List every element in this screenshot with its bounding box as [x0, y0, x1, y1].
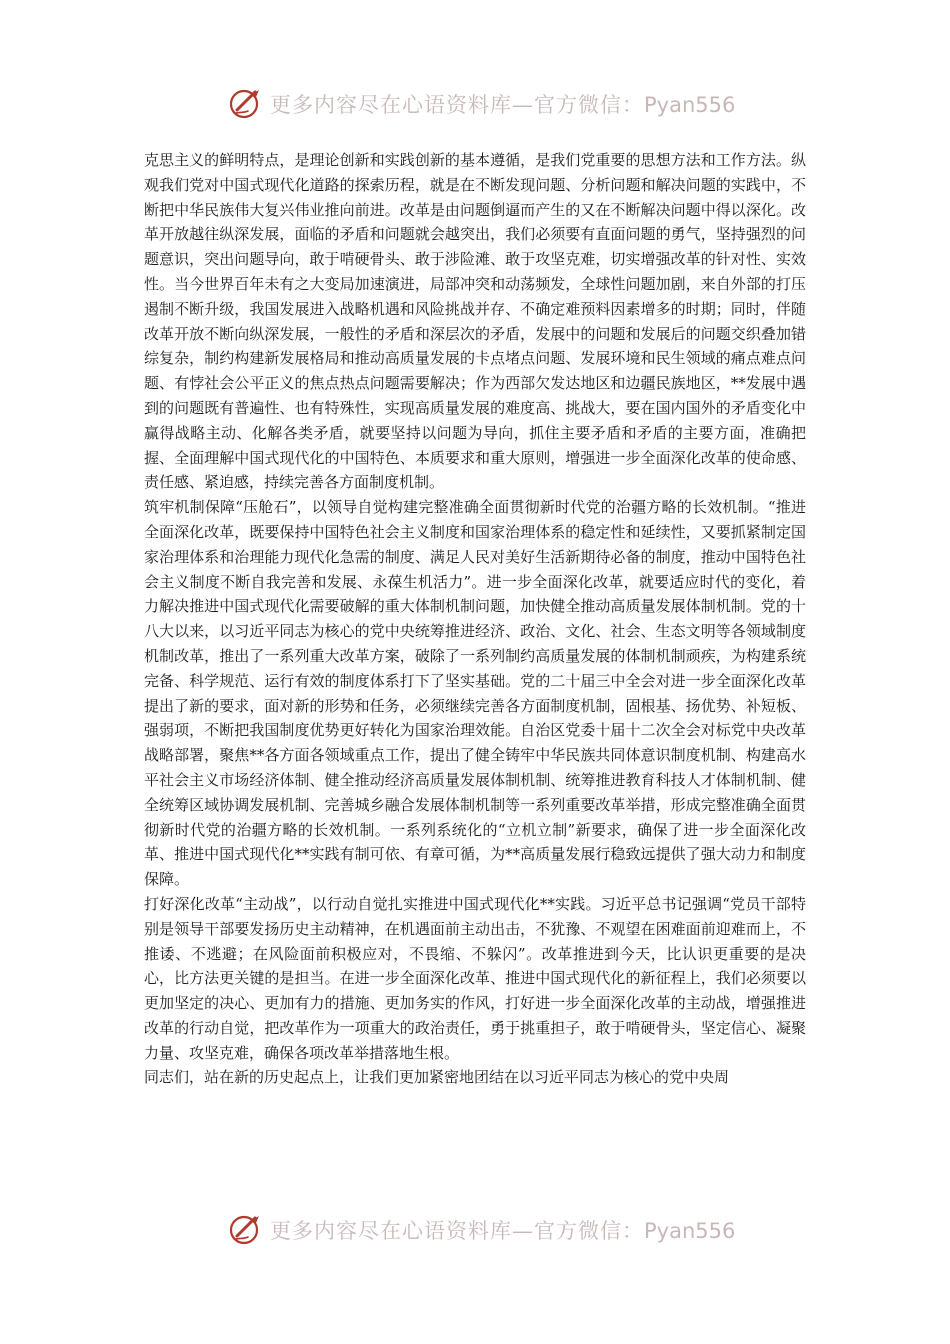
wechat-id: Pyan556 [644, 1219, 736, 1243]
footer-watermark-banner [228, 1210, 748, 1250]
writing-hand-logo-icon [228, 1212, 264, 1248]
document-body [144, 148, 806, 1198]
paragraph-3: 打好深化改革“主动战”，以行动自觉扎实推进中国式现代化**实践。习近平总书记强调“党员干部特别是领导干部要发扬历史主动精神，在机遇面前主动出击，不犹豫、不观望在困难面前迎难而上，不推诿、不逃避；在风险面前积极应对，不畏缩、不躲闪”。改革推进到今天，比认识更重要的是决心，比方法更关键的是担当。在进一步全面深化改革、推进中国式现代化的新征程上，我们必须要以更加坚定的决心、更加有力的措施、更加务实的作风，打好进一步全面深化改革的主动战，增强推进改革的行动自觉，把改革作为一项重大的政治责任，勇于挑重担子，敢于啃硬骨头，坚定信心、凝聚力量、攻坚克难，确保各项改革举措落地生根。 [144, 894, 806, 1062]
paragraph-4: 同志们，站在新的历史起点上，让我们更加紧密地团结在以习近平同志为核心的党中央周 [144, 1068, 730, 1087]
watermark-text: 更多内容尽在心语资料库—官方微信：Pyan556 [270, 1219, 736, 1243]
header-watermark-banner [228, 84, 748, 124]
paragraph-2: 筑牢机制保障“压舱石”，以领导自觉构建完整准确全面贯彻新时代党的治疆方略的长效机制。“推进全面深化改革，既要保持中国特色社会主义制度和国家治理体系的稳定性和延续性，又要抓紧制定国家治理体系和治理能力现代化急需的制度、满足人民对美好生活新期待必备的制度，推动中国特色社会主义制度不断自我完善和发展、永葆生机活力”。进一步全面深化改革，就要适应时代的变化，着力解决推进中国式现代化需要破解的重大体制机制问题，加快健全推动高质量发展体制机制。党的十八大以来，以习近平同志为核心的党中央统筹推进经济、政治、文化、社会、生态文明等各领域制度机制改革，推出了一系列重大改革方案，破除了一系列制约高质量发展的体制机制顽疾，为构建系统完备、科学规范、运行有效的制度体系打下了坚实基础。党的二十届三中全会对进一步全面深化改革提出了新的要求，面对新的形势和任务，必须继续完善各方面制度机制，固根基、扬优势、补短板、强弱项，不断把我国制度优势更好转化为国家治理效能。自治区党委十届十二次全会对标党中央改革战略部署，聚焦**各方面各领域重点工作，提出了健全铸牢中华民族共同体意识制度机制、构建高水平社会主义市场经济体制、健全推动经济高质量发展体制机制、统筹推进教育科技人才体制机制、健全统筹区域协调发展机制、完善城乡融合发展体制机制等一系列重要改革举措，形成完整准确全面贯彻新时代党的治疆方略的长效机制。一系列系统化的“立机立制”新要求，确保了进一步全面深化改革、推进中国式现代化**实践有制可依、有章可循，为**高质量发展行稳致远提供了强大动力和制度保障。 [144, 498, 806, 889]
writing-hand-logo-icon [228, 86, 264, 122]
paragraph-1: 克思主义的鲜明特点，是理论创新和实践创新的基本遵循，是我们党重要的思想方法和工作方法。纵观我们党对中国式现代化道路的探索历程，就是在不断发现问题、分析问题和解决问题的实践中，不断把中华民族伟大复兴伟业推向前进。改革是由问题倒逼而产生的又在不断解决问题中得以深化。改革开放越往纵深发展，面临的矛盾和问题就会越突出，我们必须要有直面问题的勇气，坚持强烈的问题意识，突出问题导向，敢于啃硬骨头、敢于涉险滩、敢于攻坚克难，切实增强改革的针对性、实效性。当今世界百年未有之大变局加速演进，局部冲突和动荡频发，全球性问题加剧，来自外部的打压遏制不断升级，我国发展进入战略机遇和风险挑战并存、不确定难预料因素增多的时期；同时，伴随改革开放不断向纵深发展，一般性的矛盾和深层次的矛盾，发展中的问题和发展后的问题交织叠加错综复杂，制约构建新发展格局和推动高质量发展的卡点堵点问题、发展环境和民生领域的痛点难点问题、有悖社会公平正义的焦点热点问题需要解决；作为西部欠发达地区和边疆民族地区，**发展中遇到的问题既有普遍性、也有特殊性，实现高质量发展的难度高、挑战大，要在国内国外的矛盾变化中赢得战略主动、化解各类矛盾，就要坚持以问题为导向，抓住主要矛盾和矛盾的主要方面，准确把握、全面理解中国式现代化的中国特色、本质要求和重大原则，增强进一步全面深化改革的使命感、责任感、紧迫感，持续完善各方面制度机制。 [144, 151, 806, 492]
wechat-id: Pyan556 [644, 93, 736, 117]
watermark-text: 更多内容尽在心语资料库—官方微信：Pyan556 [270, 93, 736, 117]
